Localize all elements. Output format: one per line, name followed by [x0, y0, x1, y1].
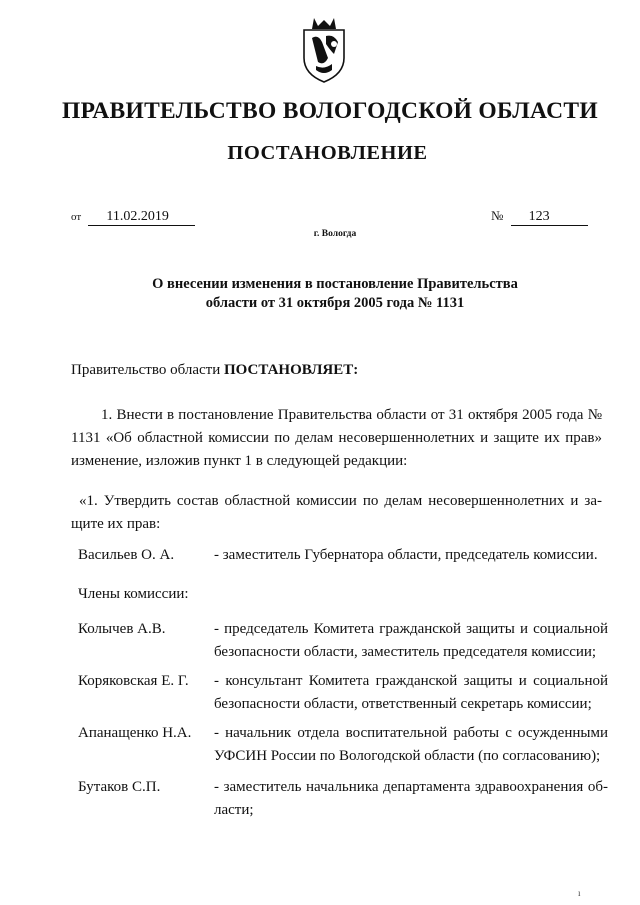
date-label: от: [71, 211, 82, 223]
member-role: - председатель Комитета гражданской защиты и социальной безопасности области, заместитель председателя комиссии;: [214, 621, 608, 660]
paragraph-1: 1. Внести в постановление Правительства области от 31 октября 2005 года № 1131 «Об областной комиссии по делам несовершеннолетних и защите их прав» изменение, изложив пункт 1 в следующей редакции:: [71, 407, 602, 469]
decree-prefix: Правительство области: [71, 362, 221, 378]
document-type: ПОСТАНОВЛЕНИЕ: [227, 142, 428, 164]
decree-line: [71, 362, 358, 379]
subject-line-1: О внесении изменения в постановление Правительства: [152, 276, 518, 292]
member-name: Коряковская Е. Г.: [78, 673, 189, 689]
member-name: Колычев А.В.: [78, 621, 166, 637]
subject-line-2: области от 31 октября 2005 года № 1131: [205, 295, 465, 311]
organization-title: ПРАВИТЕЛЬСТВО ВОЛОГОДСКОЙ ОБЛАСТИ: [62, 98, 598, 124]
member-role: - консультант Комитета гражданской защиты и социальной безопасности области, ответственный секретарь комиссии;: [214, 673, 608, 712]
page-mark: ı: [578, 888, 581, 898]
city: г. Вологда: [313, 229, 357, 239]
date-row: [71, 208, 195, 226]
coat-of-arms-icon: [298, 14, 350, 86]
member-name: Апанащенко Н.А.: [78, 725, 192, 741]
chair-role: - заместитель Губернатора области, председатель комиссии.: [214, 547, 598, 563]
member-role: - начальник отдела воспитательной работы с осужденными УФСИН России по Вологодской области (по согласованию);: [214, 725, 608, 764]
paragraph-2: «1. Утвердить состав областной комиссии по делам несовершеннолетних и за-щите их прав:: [71, 493, 602, 532]
number-label: №: [491, 208, 504, 223]
number-row: [491, 208, 588, 226]
chair-name: Васильев О. А.: [78, 547, 175, 563]
document-subject: [120, 275, 550, 313]
members-label: Члены комиссии:: [78, 586, 189, 602]
document-date: 11.02.2019: [88, 209, 194, 226]
member-role: - заместитель начальника департамента здравоохранения об-ласти;: [214, 779, 608, 818]
document-number: 123: [511, 209, 588, 226]
decree-word: ПОСТАНОВЛЯЕТ:: [223, 362, 359, 378]
member-name: Бутаков С.П.: [78, 779, 161, 795]
